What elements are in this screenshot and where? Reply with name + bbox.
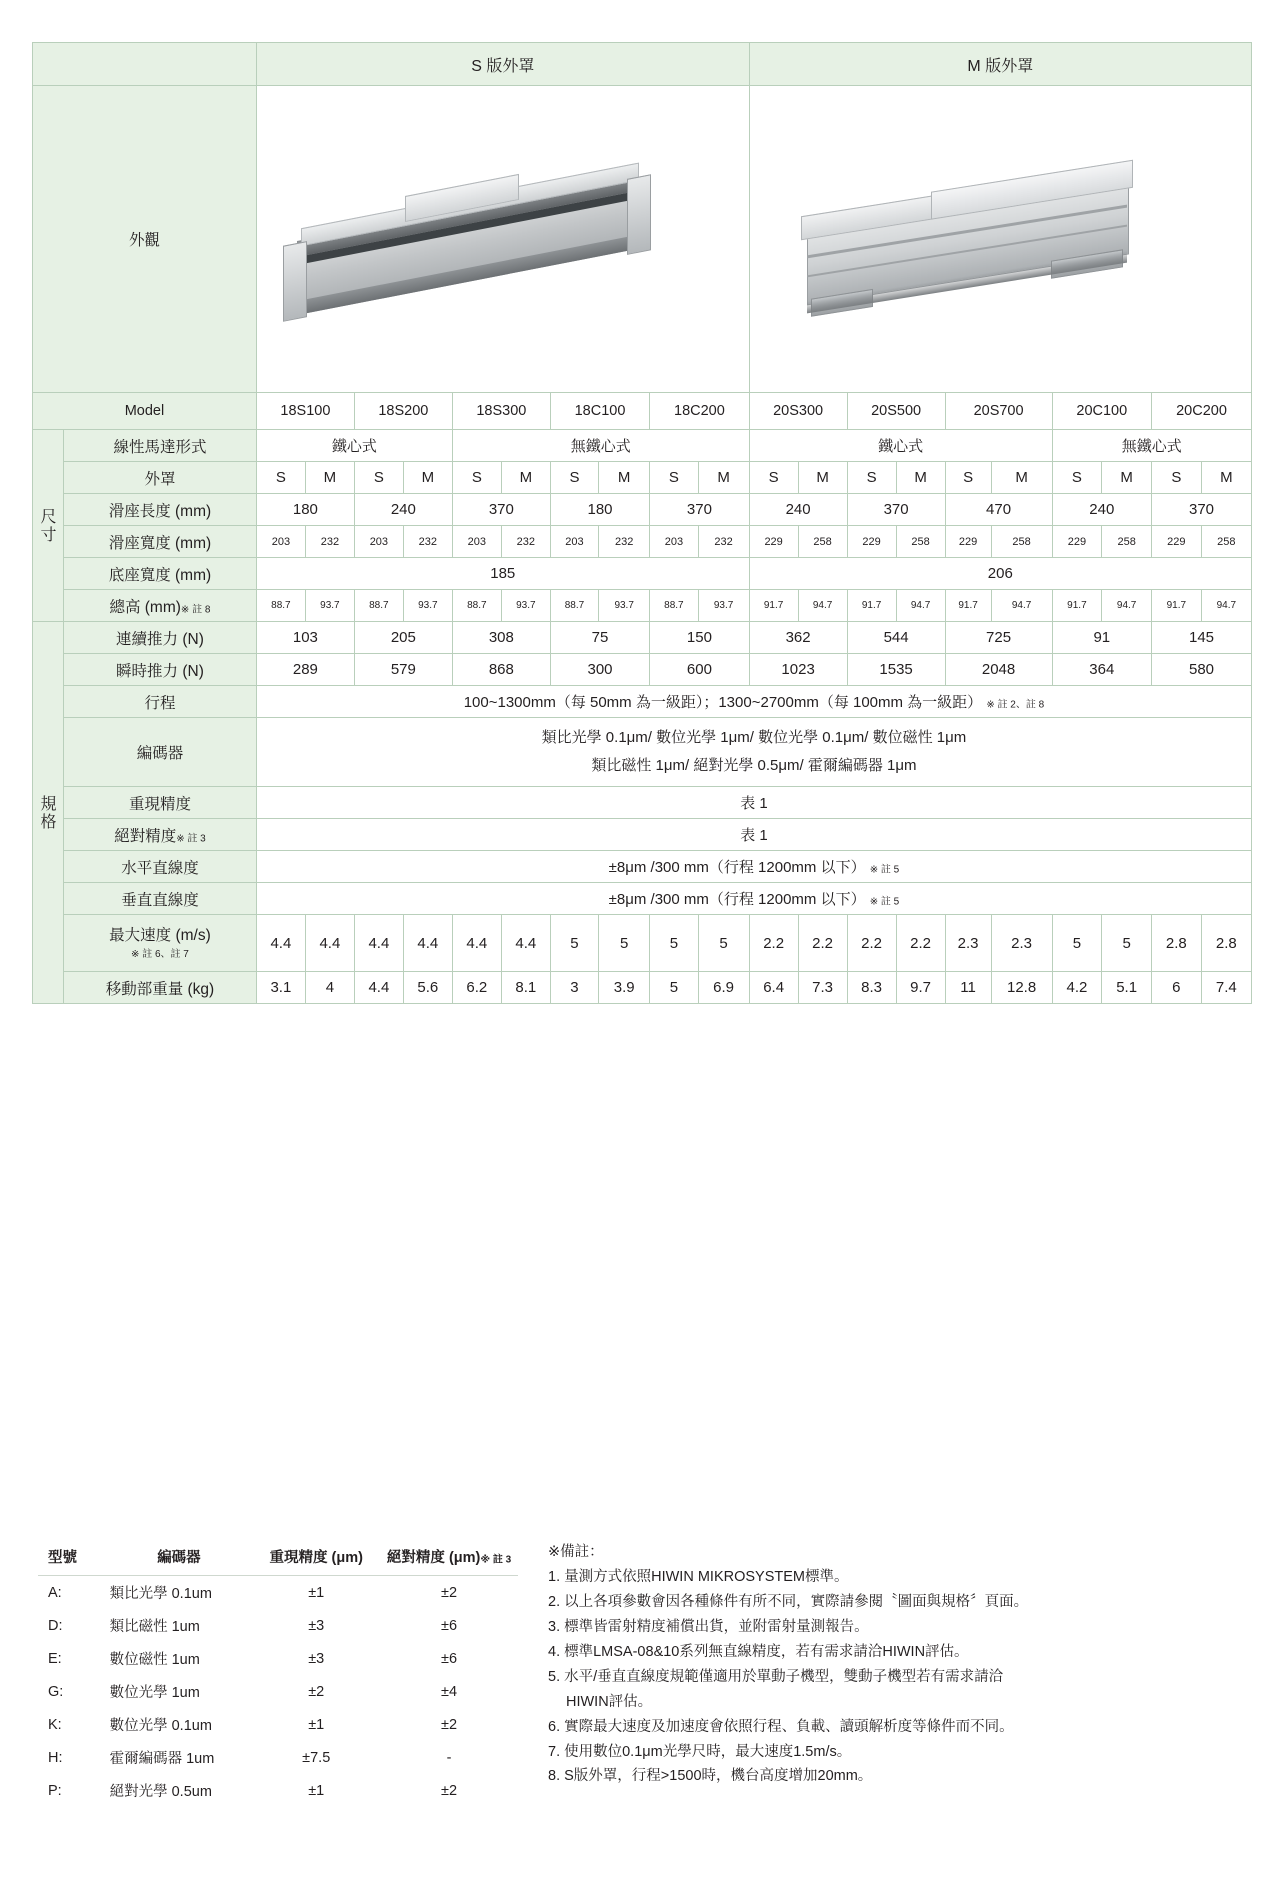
peak-force-row: [33, 654, 1252, 686]
total-h-7: 93.7: [599, 590, 650, 622]
encoder-repeat-e: ±3: [308, 1650, 325, 1667]
model-row: [33, 393, 1252, 430]
moving-mass-1: 4: [305, 972, 354, 1004]
slider-w-16: 229: [1052, 526, 1102, 558]
total-h-4: 88.7: [452, 590, 501, 622]
slider-len-5: 240: [749, 494, 847, 526]
moving-mass-10: 6.4: [749, 972, 798, 1004]
total-h-10: 91.7: [749, 590, 798, 622]
cover-val-3: M: [403, 462, 452, 494]
encoder-label: 編碼器: [64, 718, 257, 787]
vertical-straightness-value: ±8μm /300 mm（行程 1200mm 以下）: [608, 891, 866, 908]
peak-force-2: 868: [452, 654, 550, 686]
continuous-force-label: 連續推力 (N): [64, 622, 257, 654]
encoder-header-name: 編碼器: [106, 1540, 253, 1576]
cont-force-7: 725: [945, 622, 1052, 654]
peak-force-0: 289: [256, 654, 354, 686]
encoder-abs-e: ±6: [441, 1650, 458, 1667]
encoder-code-e: E:: [48, 1650, 62, 1667]
slider-w-17: 258: [1102, 526, 1152, 558]
max-speed-10: 2.2: [749, 915, 798, 972]
max-speed-8: 5: [650, 915, 698, 972]
cover-val-5: M: [501, 462, 550, 494]
max-speed-16: 5: [1052, 915, 1102, 972]
slider-len-6: 370: [847, 494, 945, 526]
cont-force-4: 150: [650, 622, 749, 654]
cover-val-4: S: [452, 462, 501, 494]
model-18S100: 18S100: [256, 393, 354, 430]
notes-title: ※備註：: [548, 1544, 604, 1560]
slider-width-row: [33, 526, 1252, 558]
max-speed-17: 5: [1102, 915, 1152, 972]
max-speed-5: 4.4: [501, 915, 550, 972]
slider-w-3: 232: [403, 526, 452, 558]
note-item-3: 3. 標準皆雷射精度補償出貨，並附雷射量測報告。: [548, 1618, 869, 1635]
cover-val-8: S: [650, 462, 698, 494]
encoder-code-d: D:: [48, 1617, 63, 1634]
total-h-5: 93.7: [501, 590, 550, 622]
specification-table: [32, 42, 1252, 1004]
note-item-7: 7. 使用數位0.1μm光學尺時，最大速度1.5m/s。: [548, 1743, 852, 1760]
model-18C100: 18C100: [550, 393, 649, 430]
encoder-repeat-d: ±3: [308, 1617, 325, 1634]
total-h-12: 91.7: [847, 590, 896, 622]
encoder-row-k: [38, 1708, 518, 1741]
vertical-straightness-note: ※ 註 5: [869, 896, 900, 908]
total-height-row: [33, 590, 1252, 622]
absolute-accuracy-text: 絕對精度: [114, 827, 177, 845]
slider-w-19: 258: [1201, 526, 1251, 558]
model-18S300: 18S300: [452, 393, 550, 430]
total-height-text: 總高 (mm): [109, 598, 181, 616]
moving-mass-12: 8.3: [847, 972, 896, 1004]
cont-force-5: 362: [749, 622, 847, 654]
total-h-9: 93.7: [698, 590, 749, 622]
peak-force-6: 1535: [847, 654, 945, 686]
slider-len-0: 180: [256, 494, 354, 526]
slider-len-9: 370: [1152, 494, 1252, 526]
total-h-1: 93.7: [305, 590, 354, 622]
stroke-note: ※ 註 2、註 8: [986, 699, 1045, 711]
total-h-0: 88.7: [256, 590, 305, 622]
cont-force-3: 75: [550, 622, 649, 654]
cover-val-11: M: [798, 462, 847, 494]
dimension-group-text: 尺寸: [38, 507, 55, 544]
model-20S300: 20S300: [749, 393, 847, 430]
encoder-code-h: H:: [48, 1749, 63, 1766]
encoder-line-2: 類比磁性 1μm/ 絕對光學 0.5μm/ 霍爾編碼器 1μm: [591, 757, 917, 774]
encoder-repeat-h: ±7.5: [302, 1749, 331, 1766]
model-18S200: 18S200: [354, 393, 452, 430]
vertical-straightness-cell: [256, 883, 1251, 915]
moving-mass-4: 6.2: [452, 972, 501, 1004]
max-speed-0: 4.4: [256, 915, 305, 972]
moving-mass-18: 6: [1152, 972, 1202, 1004]
note-item-4: 4. 標準LMSA-08&10系列無直線精度，若有需求請洽HIWIN評估。: [548, 1643, 969, 1660]
cover-header-row: [33, 43, 1252, 86]
max-speed-1: 4.4: [305, 915, 354, 972]
absolute-accuracy-row: [33, 819, 1252, 851]
moving-mass-19: 7.4: [1201, 972, 1251, 1004]
slider-w-18: 229: [1152, 526, 1202, 558]
moving-mass-15: 12.8: [991, 972, 1052, 1004]
base-width-1: 206: [749, 558, 1251, 590]
encoder-repeat-p: ±1: [308, 1782, 325, 1799]
cont-force-6: 544: [847, 622, 945, 654]
encoder-abs-h: -: [446, 1749, 452, 1766]
peak-force-9: 580: [1152, 654, 1252, 686]
note-item-5-cont: HIWIN評估。: [566, 1693, 653, 1710]
encoder-header-code: 型號: [38, 1540, 106, 1576]
max-speed-4: 4.4: [452, 915, 501, 972]
slider-width-label: 滑座寬度 (mm): [64, 526, 257, 558]
cover-val-9: M: [698, 462, 749, 494]
moving-mass-14: 11: [945, 972, 991, 1004]
encoder-row-p: [38, 1774, 518, 1807]
model-20C100: 20C100: [1052, 393, 1151, 430]
max-speed-row: [33, 915, 1252, 972]
peak-force-7: 2048: [945, 654, 1052, 686]
encoder-header-abs: [380, 1540, 518, 1576]
encoder-row-d: [38, 1609, 518, 1642]
encoder-abs-d: ±6: [441, 1617, 458, 1634]
encoder-header-abs-note: ※ 註 3: [480, 1554, 512, 1566]
cover-val-12: S: [847, 462, 896, 494]
total-h-8: 88.7: [650, 590, 698, 622]
total-h-15: 94.7: [991, 590, 1052, 622]
slider-w-9: 232: [698, 526, 749, 558]
peak-force-5: 1023: [749, 654, 847, 686]
slider-w-14: 229: [945, 526, 991, 558]
moving-mass-2: 4.4: [354, 972, 403, 1004]
model-20S700: 20S700: [945, 393, 1052, 430]
cover-val-18: S: [1152, 462, 1202, 494]
total-height-label: [64, 590, 257, 622]
vertical-straightness-label: 垂直直線度: [64, 883, 257, 915]
repeatability-value: 表 1: [256, 787, 1251, 819]
cover-val-6: S: [550, 462, 598, 494]
cover-val-19: M: [1201, 462, 1251, 494]
slider-w-1: 232: [305, 526, 354, 558]
cover-header-m: M 版外罩: [749, 43, 1251, 86]
m-cover-illustration: [752, 94, 1249, 384]
total-h-6: 88.7: [550, 590, 598, 622]
encoder-row-g: [38, 1675, 518, 1708]
slider-length-label: 滑座長度 (mm): [64, 494, 257, 526]
base-width-0: 185: [256, 558, 749, 590]
slider-len-4: 370: [650, 494, 749, 526]
moving-mass-17: 5.1: [1102, 972, 1152, 1004]
total-h-3: 93.7: [403, 590, 452, 622]
max-speed-6: 5: [550, 915, 598, 972]
model-label: Model: [33, 393, 257, 430]
absolute-accuracy-label: [64, 819, 257, 851]
cont-force-0: 103: [256, 622, 354, 654]
max-speed-3: 4.4: [403, 915, 452, 972]
slider-length-row: [33, 494, 1252, 526]
total-h-14: 91.7: [945, 590, 991, 622]
slider-w-7: 232: [599, 526, 650, 558]
max-speed-label: [64, 915, 257, 972]
encoder-name-g: 數位光學 1um: [109, 1685, 200, 1701]
base-width-row: [33, 558, 1252, 590]
repeatability-label: 重現精度: [64, 787, 257, 819]
encoder-code-p: P:: [48, 1782, 62, 1799]
cover-val-1: M: [305, 462, 354, 494]
motor-type-row: [33, 430, 1252, 462]
moving-mass-13: 9.7: [896, 972, 945, 1004]
motor-type-v3: 鐵心式: [749, 430, 1052, 462]
cover-val-2: S: [354, 462, 403, 494]
cont-force-2: 308: [452, 622, 550, 654]
encoder-abs-g: ±4: [441, 1683, 458, 1700]
repeatability-row: [33, 787, 1252, 819]
cover-row: [33, 462, 1252, 494]
encoder-repeat-k: ±1: [308, 1716, 325, 1733]
moving-mass-label: 移動部重量 (kg): [64, 972, 257, 1004]
encoder-row: [33, 718, 1252, 787]
peak-force-3: 300: [550, 654, 649, 686]
peak-force-label: 瞬時推力 (N): [64, 654, 257, 686]
total-h-2: 88.7: [354, 590, 403, 622]
s-cover-illustration: [259, 94, 747, 384]
peak-force-1: 579: [354, 654, 452, 686]
cover-val-7: M: [599, 462, 650, 494]
note-item-5: 5. 水平/垂直直線度規範僅適用於單動子機型，雙動子機型若有需求請洽: [548, 1668, 1004, 1685]
max-speed-7: 5: [599, 915, 650, 972]
max-speed-note: ※ 註 6、註 7: [131, 949, 189, 961]
stroke-label: 行程: [64, 686, 257, 718]
note-item-1: 1. 量測方式依照HIWIN MIKROSYSTEM標準。: [548, 1568, 849, 1585]
encoder-header-repeat: 重現精度 (μm): [252, 1540, 380, 1576]
cont-force-8: 91: [1052, 622, 1151, 654]
encoder-row-a: [38, 1576, 518, 1610]
total-h-17: 94.7: [1102, 590, 1152, 622]
moving-mass-7: 3.9: [599, 972, 650, 1004]
encoder-header-abs-text: 絕對精度 (μm): [386, 1550, 481, 1566]
cover-header-s: S 版外罩: [256, 43, 749, 86]
absolute-accuracy-note: ※ 註 3: [176, 832, 206, 844]
cont-force-9: 145: [1152, 622, 1252, 654]
encoder-code-a: A:: [48, 1584, 62, 1601]
total-h-13: 94.7: [896, 590, 945, 622]
dimension-group-label: [33, 430, 64, 622]
motor-type-v4: 無鐵心式: [1052, 430, 1251, 462]
moving-mass-11: 7.3: [798, 972, 847, 1004]
note-item-6: 6. 實際最大速度及加速度會依照行程、負載、讀頭解析度等條件而不同。: [548, 1718, 1014, 1735]
motor-type-v2: 無鐵心式: [452, 430, 749, 462]
moving-mass-9: 6.9: [698, 972, 749, 1004]
encoder-name-k: 數位光學 0.1um: [109, 1718, 212, 1734]
encoder-table-header-row: [38, 1540, 518, 1576]
moving-mass-3: 5.6: [403, 972, 452, 1004]
max-speed-12: 2.2: [847, 915, 896, 972]
slider-w-2: 203: [354, 526, 403, 558]
encoder-repeat-g: ±2: [308, 1683, 325, 1700]
cover-val-15: M: [991, 462, 1052, 494]
max-speed-15: 2.3: [991, 915, 1052, 972]
total-h-16: 91.7: [1052, 590, 1102, 622]
slider-len-7: 470: [945, 494, 1052, 526]
cover-val-16: S: [1052, 462, 1102, 494]
appearance-image-m: [749, 86, 1251, 393]
encoder-values-cell: [256, 718, 1251, 787]
notes-block: [548, 1540, 1188, 1789]
peak-force-4: 600: [650, 654, 749, 686]
moving-mass-8: 5: [650, 972, 698, 1004]
absolute-accuracy-value: 表 1: [256, 819, 1251, 851]
moving-mass-row: [33, 972, 1252, 1004]
cover-label: 外罩: [64, 462, 257, 494]
encoder-name-e: 數位磁性 1um: [109, 1652, 200, 1668]
encoder-code-k: K:: [48, 1716, 62, 1733]
encoder-name-a: 類比光學 0.1um: [109, 1586, 212, 1602]
stroke-value-cell: [256, 686, 1251, 718]
cover-val-0: S: [256, 462, 305, 494]
vertical-straightness-row: [33, 883, 1252, 915]
max-speed-2: 4.4: [354, 915, 403, 972]
moving-mass-0: 3.1: [256, 972, 305, 1004]
max-speed-text: 最大速度 (m/s): [109, 926, 211, 944]
max-speed-9: 5: [698, 915, 749, 972]
horizontal-straightness-note: ※ 註 5: [869, 864, 900, 876]
encoder-abs-p: ±2: [441, 1782, 458, 1799]
moving-mass-5: 8.1: [501, 972, 550, 1004]
model-20S500: 20S500: [847, 393, 945, 430]
stroke-value: 100~1300mm（每 50mm 為一級距）；1300~2700mm（每 100mm 為一級距）: [463, 694, 983, 711]
slider-w-8: 203: [650, 526, 698, 558]
slider-w-4: 203: [452, 526, 501, 558]
continuous-force-row: [33, 622, 1252, 654]
encoder-accuracy-table: [38, 1540, 518, 1807]
slider-w-6: 203: [550, 526, 598, 558]
encoder-abs-a: ±2: [441, 1584, 458, 1601]
motor-type-label: 線性馬達形式: [64, 430, 257, 462]
note-item-2: 2. 以上各項參數會因各種條件有所不同，實際請參閱〝圖面與規格〞頁面。: [548, 1593, 1029, 1610]
cover-val-17: M: [1102, 462, 1152, 494]
max-speed-19: 2.8: [1201, 915, 1251, 972]
encoder-abs-k: ±2: [441, 1716, 458, 1733]
base-width-label: 底座寬度 (mm): [64, 558, 257, 590]
encoder-line-1: 類比光學 0.1μm/ 數位光學 1μm/ 數位光學 0.1μm/ 數位磁性 1μm: [541, 728, 967, 746]
slider-len-8: 240: [1052, 494, 1151, 526]
slider-len-3: 180: [550, 494, 649, 526]
moving-mass-16: 4.2: [1052, 972, 1102, 1004]
slider-w-0: 203: [256, 526, 305, 558]
cover-val-13: M: [896, 462, 945, 494]
total-h-19: 94.7: [1201, 590, 1251, 622]
spec-group-label: [33, 622, 64, 1004]
total-height-note: ※ 註 8: [180, 603, 211, 615]
stroke-row: [33, 686, 1252, 718]
cover-val-10: S: [749, 462, 798, 494]
spec-group-text: 規格: [38, 794, 55, 831]
max-speed-13: 2.2: [896, 915, 945, 972]
moving-mass-6: 3: [550, 972, 598, 1004]
encoder-code-g: G:: [48, 1683, 64, 1700]
slider-w-10: 229: [749, 526, 798, 558]
encoder-repeat-a: ±1: [308, 1584, 325, 1601]
slider-w-15: 258: [991, 526, 1052, 558]
appearance-image-s: [256, 86, 749, 393]
slider-len-2: 370: [452, 494, 550, 526]
horizontal-straightness-row: [33, 851, 1252, 883]
total-h-11: 94.7: [798, 590, 847, 622]
model-18C200: 18C200: [650, 393, 749, 430]
slider-w-5: 232: [501, 526, 550, 558]
model-20C200: 20C200: [1152, 393, 1252, 430]
peak-force-8: 364: [1052, 654, 1151, 686]
slider-w-12: 229: [847, 526, 896, 558]
appearance-row: [33, 86, 1252, 393]
horizontal-straightness-label: 水平直線度: [64, 851, 257, 883]
cont-force-1: 205: [354, 622, 452, 654]
slider-w-13: 258: [896, 526, 945, 558]
encoder-row-h: [38, 1741, 518, 1774]
appearance-label: 外觀: [33, 86, 257, 393]
max-speed-11: 2.2: [798, 915, 847, 972]
encoder-name-d: 類比磁性 1um: [109, 1619, 200, 1635]
cover-header-blank: [33, 43, 257, 86]
note-item-8: 8. S版外罩，行程>1500時，機台高度增加20mm。: [548, 1768, 873, 1785]
horizontal-straightness-value: ±8μm /300 mm（行程 1200mm 以下）: [608, 859, 866, 876]
total-h-18: 91.7: [1152, 590, 1202, 622]
encoder-name-h: 霍爾編碼器 1um: [109, 1751, 215, 1767]
encoder-row-e: [38, 1642, 518, 1675]
encoder-name-p: 絕對光學 0.5um: [109, 1784, 212, 1800]
max-speed-14: 2.3: [945, 915, 991, 972]
cover-val-14: S: [945, 462, 991, 494]
slider-w-11: 258: [798, 526, 847, 558]
max-speed-18: 2.8: [1152, 915, 1202, 972]
horizontal-straightness-cell: [256, 851, 1251, 883]
slider-len-1: 240: [354, 494, 452, 526]
motor-type-v1: 鐵心式: [256, 430, 452, 462]
